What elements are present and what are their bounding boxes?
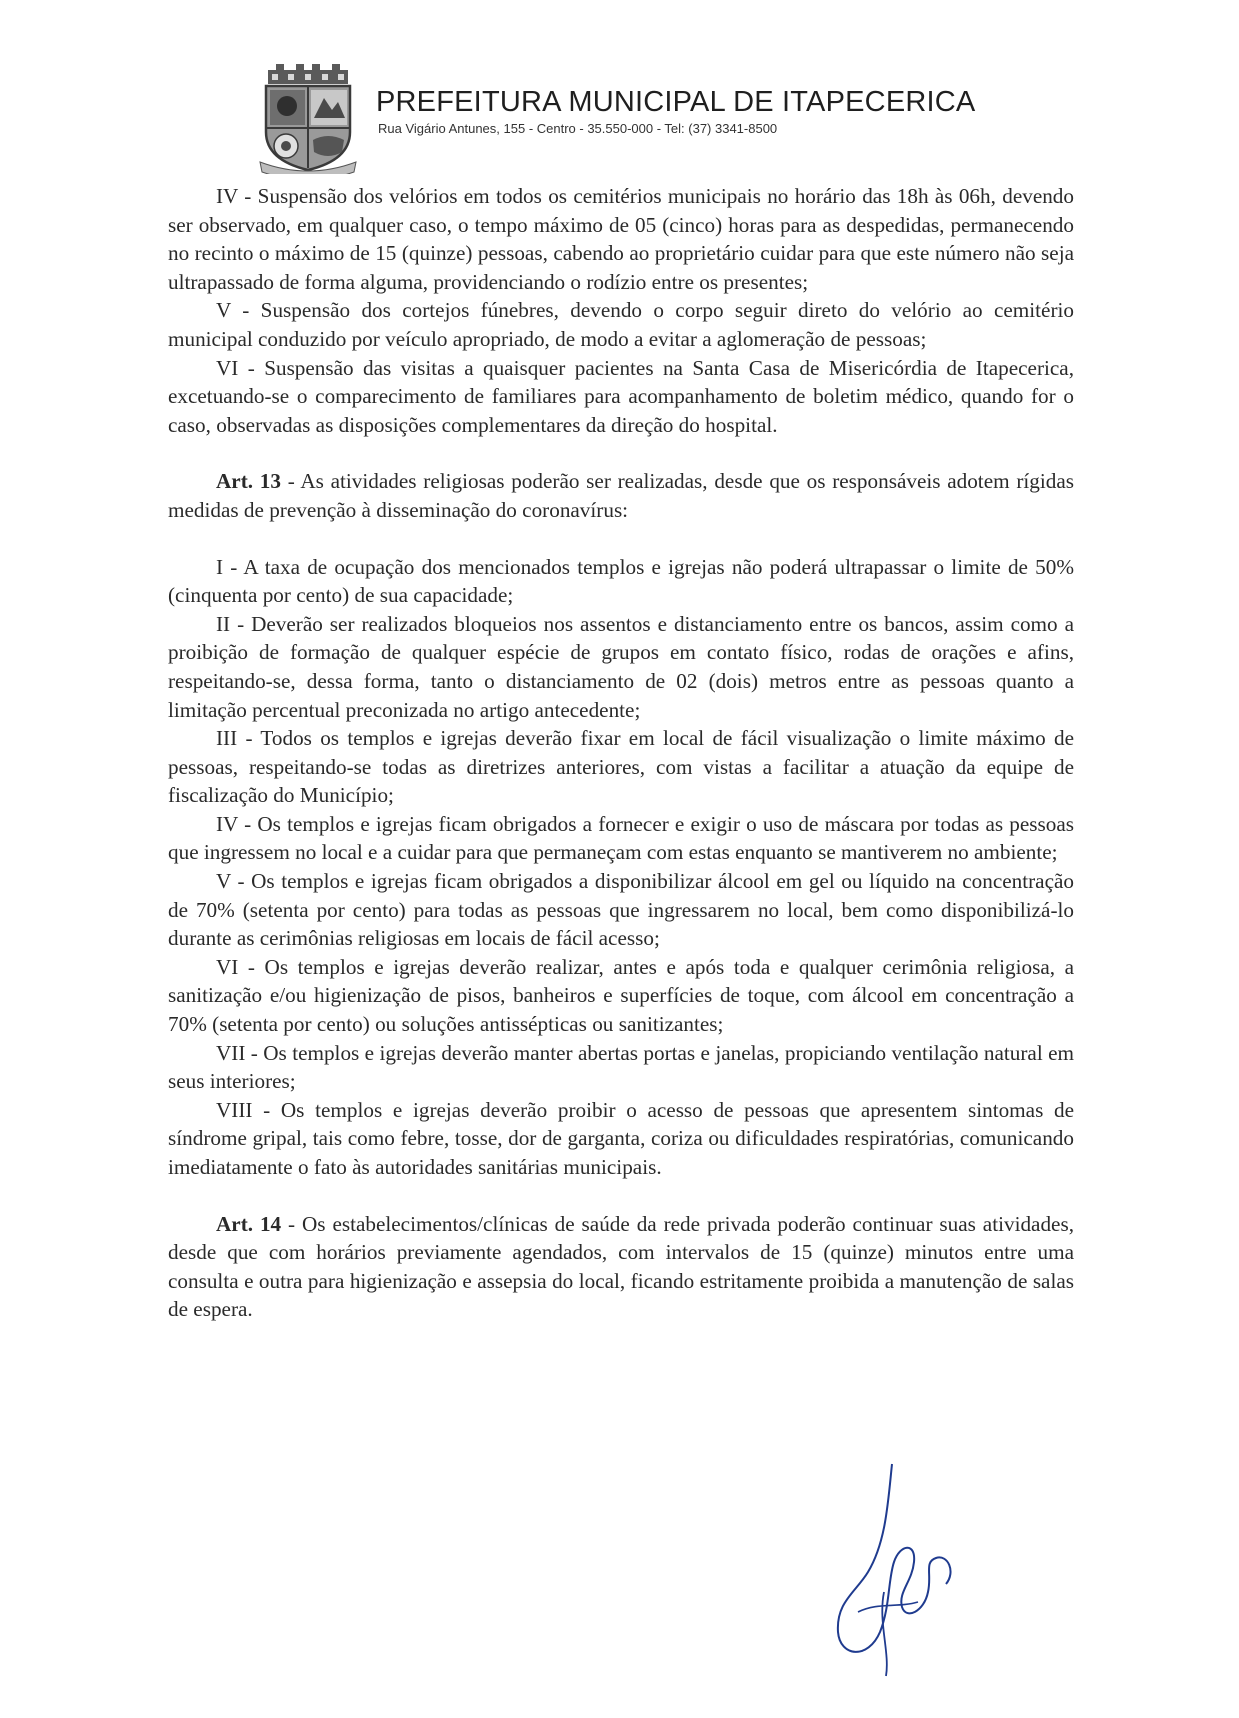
letterhead — [0, 0, 1239, 180]
coat-of-arms-icon — [258, 62, 358, 174]
paragraph-item-vi: VI - Suspensão das visitas a quaisquer pacientes na Santa Casa de Misericórdia de Itapecerica, excetuando-se o comparecimento de familiares para acompanhamento de boletim médico, quando for o caso, observadas as disposições complementares da direção do hospital. — [168, 355, 1074, 437]
art13-item-iv: IV - Os templos e igrejas ficam obrigados a fornecer e exigir o uso de máscara por todas as pessoas que ingressem no local e a cuidar para que permaneçam com estas enquanto se mantiverem no ambiente; — [168, 811, 1074, 865]
organization-name: PREFEITURA MUNICIPAL DE ITAPECERICA — [376, 86, 976, 118]
art13-item-v: V - Os templos e igrejas ficam obrigados a disponibilizar álcool em gel ou líquido na concentração de 70% (setenta por cento) para todas as pessoas que ingressarem no local, bem como disponibilizá-lo durante as cerimônias religiosas em locais de fácil acesso; — [168, 869, 1074, 951]
article-13-text: - As atividades religiosas poderão ser realizadas, desde que os responsáveis adotem rígidas medidas de prevenção à disseminação do coronavírus: — [168, 469, 1074, 522]
article-13-label: Art. 13 — [216, 469, 281, 494]
article-14 — [168, 1210, 1074, 1324]
article-14-label: Art. 14 — [216, 1211, 282, 1236]
art13-item-iii: III - Todos os templos e igrejas deverão fixar em local de fácil visualização o limite máximo de pessoas, respeitando-se todas as diretrizes anteriores, com vistas a facilitar a atuação da equipe de fiscalização do Município; — [168, 726, 1074, 808]
art13-item-i: I - A taxa de ocupação dos mencionados templos e igrejas não poderá ultrapassar o limite de 50% (cinquenta por cento) de sua capacidade; — [168, 554, 1074, 608]
art13-item-ii: II - Deverão ser realizados bloqueios nos assentos e distanciamento entre os bancos, assim como a proibição de formação de qualquer espécie de grupos em contato físico, rodas de orações e afins, respeitando-se, dessa forma, tanto o distanciamento de 02 (dois) metros entre as pessoas quanto a limitação percentual preconizada no artigo antecedente; — [168, 611, 1074, 722]
document-body — [168, 182, 1074, 1324]
organization-address: Rua Vigário Antunes, 155 - Centro - 35.550-000 - Tel: (37) 3341-8500 — [378, 121, 778, 136]
article-14-text: - Os estabelecimentos/clínicas de saúde da rede privada poderão continuar suas atividades, desde que com horários previamente agendados, com intervalos de 15 (quinze) minutos entre uma consulta e outra para higienização e assepsia do local, ficando estritamente proibida a manutenção de salas de espera. — [168, 1211, 1074, 1322]
art13-item-vii: VII - Os templos e igrejas deverão manter abertas portas e janelas, propiciando ventilação natural em seus interiores; — [168, 1040, 1074, 1094]
art13-item-vi: VI - Os templos e igrejas deverão realizar, antes e após toda e qualquer cerimônia religiosa, a sanitização e/ou higienização de pisos, banheiros e superfícies de toque, com álcool em concentração a 70% (setenta por cento) ou soluções antissépticas ou sanitizantes; — [168, 954, 1074, 1037]
paragraph-item-iv: IV - Suspensão dos velórios em todos os cemitérios municipais no horário das 18h às 06h, devendo ser observado, em qualquer caso, o tempo máximo de 05 (cinco) horas para as despedidas, permanecendo no recinto o máximo de 15 (quinze) pessoas, cabendo ao proprietário cuidar para que este número não seja ultrapassado de forma alguma, providenciando o rodízio entre os presentes; — [168, 184, 1074, 294]
article-13 — [168, 467, 1074, 524]
art13-item-viii: VIII - Os templos e igrejas deverão proibir o acesso de pessoas que apresentem sintomas de síndrome gripal, tais como febre, tosse, dor de garganta, coriza ou dificuldades respiratórias, comunicando imediatamente o fato às autoridades sanitárias municipais. — [168, 1097, 1074, 1179]
paragraph-item-v: V - Suspensão dos cortejos fúnebres, devendo o corpo seguir direto do velório ao cemitério municipal conduzido por veículo apropriado, de modo a evitar a aglomeração de pessoas; — [168, 298, 1074, 351]
signature-icon — [828, 1462, 958, 1677]
